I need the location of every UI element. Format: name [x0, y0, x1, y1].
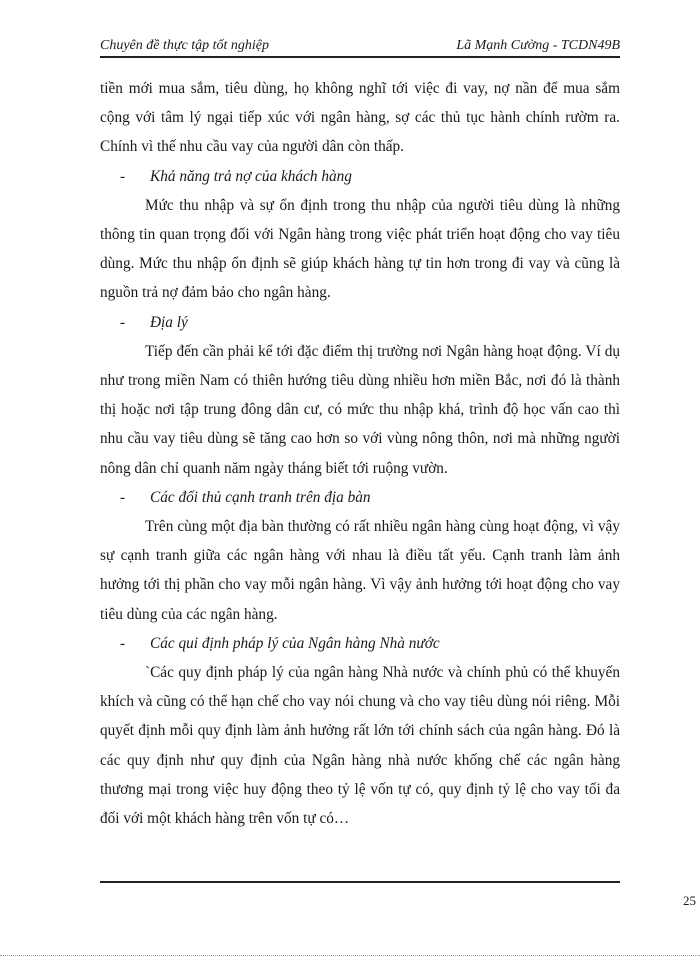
subheading-repayment-ability: [100, 162, 620, 191]
bullet-dash: -: [120, 167, 126, 185]
footer-divider: [100, 881, 620, 883]
subheading-text: Địa lý: [150, 313, 188, 331]
subheading-text: Khả năng trả nợ của khách hàng: [150, 167, 352, 185]
bullet-dash: -: [120, 488, 126, 506]
paragraph-income: Mức thu nhập và sự ổn định trong thu nhập của người tiêu dùng là những thông tin quan trọng đối với Ngân hàng trong việc phát triển hoạt động cho vay tiêu dùng. Mức thu nhập ổn định sẽ giúp khách hàng tự tin hơn trong đi vay và cũng là nguồn trả nợ đảm bảo cho ngân hàng.: [100, 196, 620, 302]
subheading-text: Các qui định pháp lý của Ngân hàng Nhà nước: [150, 634, 440, 652]
subheading-text: Các đối thủ cạnh tranh trên địa bàn: [150, 488, 371, 506]
subheading-geography: [100, 308, 620, 337]
paragraph-competition: Trên cùng một địa bàn thường có rất nhiều ngân hàng cùng hoạt động, vì vậy sự cạnh tranh giữa các ngân hàng với nhau là điều tất yếu. Cạnh tranh làm ảnh hưởng tới thị phần cho vay mỗi ngân hàng. Vì vậy ảnh hưởng tới hoạt động cho vay tiêu dùng của các ngân hàng.: [100, 518, 620, 623]
subheading-competitors: [100, 483, 620, 512]
header-left-title: Chuyên đề thực tập tốt nghiệp: [100, 38, 269, 53]
subheading-regulations: [100, 629, 620, 658]
paragraph-geography: Tiếp đến cần phải kể tới đặc điểm thị trường nơi Ngân hàng hoạt động. Ví dụ như trong miền Nam có thiên hướng tiêu dùng nhiều hơn miền Bắc, nơi đó là thành thị hoặc nơi tập trung đông dân cư, có mức thu nhập khá, trình độ học vấn cao thì nhu cầu vay tiêu dùng sẽ tăng cao hơn so với vùng nông thôn, nơi mà những người nông dân chỉ quanh năm ngày tháng biết tới ruộng vườn.: [100, 342, 620, 477]
paragraph-regulations: `Các quy định pháp lý của ngân hàng Nhà nước và chính phủ có thể khuyến khích và cũng có thể hạn chế cho vay nói chung và cho vay tiêu dùng nói riêng. Mỗi quyết định mỗi quy định làm ảnh hưởng rất lớn tới chính sách của ngân hàng. Đó là các quy định như quy định của Ngân hàng nhà nước khống chế các ngân hàng thương mại trong việc huy động theo tỷ lệ vốn tự có, quy định tỷ lệ cho vay tối đa đối với một khách hàng trên vốn tự có…: [100, 664, 620, 828]
bullet-dash: -: [120, 313, 126, 331]
document-body: [100, 74, 620, 833]
bullet-dash: -: [120, 634, 126, 652]
header-right-author: Lã Mạnh Cường - TCDN49B: [456, 38, 620, 53]
page-bottom-dotted-edge: [0, 955, 700, 956]
page-header: [100, 38, 620, 58]
paragraph-continued: tiền mới mua sắm, tiêu dùng, họ không nghĩ tới việc đi vay, nợ nần để mua sắm cộng với tâm lý ngại tiếp xúc với ngân hàng, sợ các thủ tục hành chính rườm ra. Chính vì thế nhu cầu vay của người dân còn thấp.: [100, 80, 620, 156]
page-number: 25: [683, 893, 696, 908]
